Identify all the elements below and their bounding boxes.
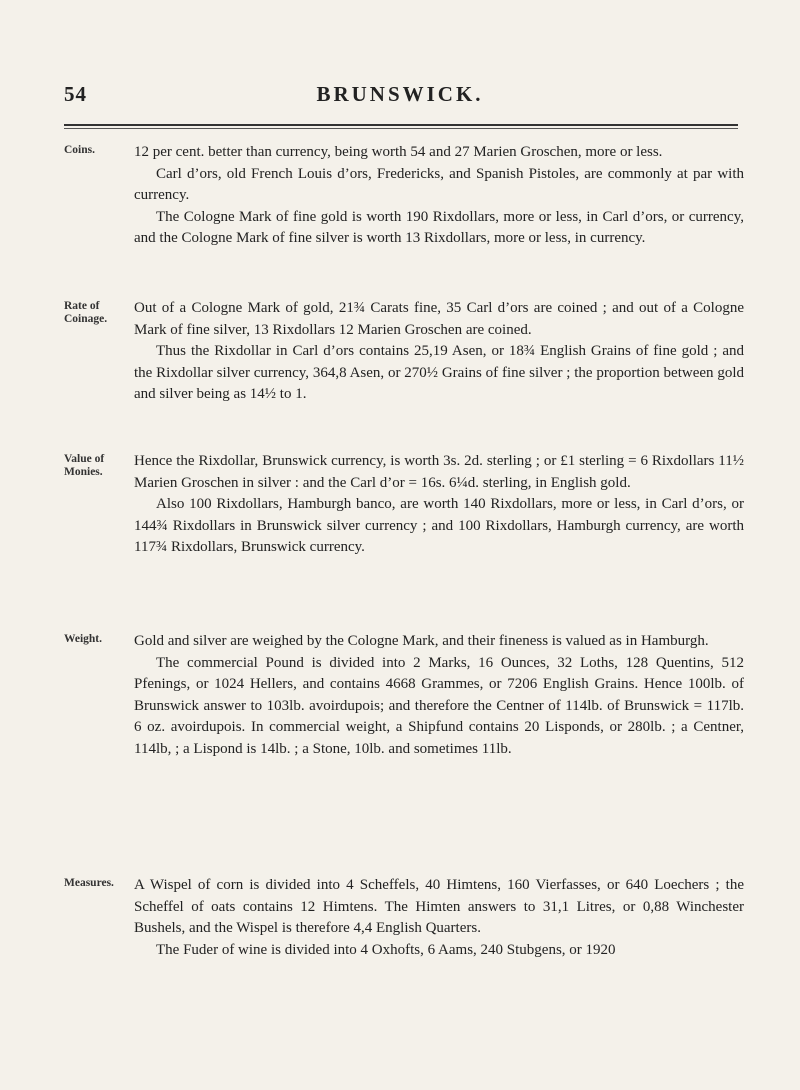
paragraph: The commercial Pound is divided into 2 Marks, 16 Ounces, 32 Loths, 128 Quentins, 512 Pfenings, or 1024 Hellers, and contains 4668 Grammes, or 7206 English Grains. Hence 100lb. of Brunswick answer to 103lb. avoirdupois; and therefore the Centner of 114lb. of Brunswick = 117lb. 6 oz. avoirdupois. In commercial weight, a Shipfund contains 20 Lisponds, or 280lb. ; a Centner, 114lb, ; a Lispond is 14lb. ; a Stone, 10lb. and sometimes 11lb.	[134, 654, 744, 757]
paragraph: Also 100 Rixdollars, Hamburgh banco, are worth 140 Rixdollars, more or less, in Carl d’ors, or 144¾ Rixdollars in Brunswick silver currency ; and 100 Rixdollars, Hamburgh currency, are worth 117¾ Rixdollars, Brunswick currency.	[134, 496, 744, 555]
paragraph: The Cologne Mark of fine gold is worth 190 Rixdollars, more or less, in Carl d’ors, or currency, and the Cologne Mark of fine silver is worth 13 Rixdollars, more or less, in currency.	[134, 208, 744, 246]
paragraph: Hence the Rixdollar, Brunswick currency, is worth 3s. 2d. sterling ; or £1 sterling = 6 Rixdollars 11½ Marien Groschen in silver : and the Carl d’or = 16s. 6¼d. sterling, in English gold.	[134, 453, 744, 491]
running-title: BRUNSWICK.	[316, 82, 484, 106]
page-number: 54	[64, 82, 87, 106]
section-rate-of-coinage-body	[134, 298, 744, 406]
paragraph: Out of a Cologne Mark of gold, 21¾ Carats fine, 35 Carl d’ors are coined ; and out of a Cologne Mark of fine silver, 13 Rixdollars 12 Marien Groschen are coined.	[134, 300, 744, 338]
sidenote-coins: Coins.	[64, 144, 95, 156]
sidenote-value-of-monies: Value of Monies.	[64, 453, 105, 478]
paragraph: The Fuder of wine is divided into 4 Oxhofts, 6 Aams, 240 Stubgens, or 1920	[156, 941, 616, 958]
section-weight-body	[134, 631, 744, 760]
section-coins-body	[134, 142, 744, 250]
section-value-of-monies-body	[134, 451, 744, 559]
page-header	[0, 82, 800, 122]
paragraph: Gold and silver are weighed by the Cologne Mark, and their fineness is valued as in Hamburgh.	[134, 633, 709, 649]
sidenote-measures: Measures.	[64, 877, 114, 889]
header-rule-thin	[64, 128, 738, 129]
paragraph: Carl d’ors, old French Louis d’ors, Fredericks, and Spanish Pistoles, are commonly at par with currency.	[134, 165, 744, 203]
section-measures-body	[134, 875, 744, 961]
paragraph: Thus the Rixdollar in Carl d’ors contains 25,19 Asen, or 18¾ English Grains of fine gold ; and the Rixdollar silver currency, 364,8 Asen, or 270½ Grains of fine silver ; the proportion between gold and silver being as 14½ to 1.	[134, 343, 744, 402]
paragraph: 12 per cent. better than currency, being worth 54 and 27 Marien Groschen, more or less.	[134, 144, 663, 160]
sidenote-weight: Weight.	[64, 633, 103, 645]
paragraph: A Wispel of corn is divided into 4 Scheffels, 40 Himtens, 160 Vierfasses, or 640 Loechers ; the Scheffel of oats contains 12 Himtens. The Himten answers to 31,1 Litres, or 0,88 Winchester Bushels, and the Wispel is therefore 4,4 English Quarters.	[134, 877, 744, 936]
header-rule	[64, 124, 738, 126]
sidenote-rate-of-coinage: Rate of Coinage.	[64, 300, 108, 325]
